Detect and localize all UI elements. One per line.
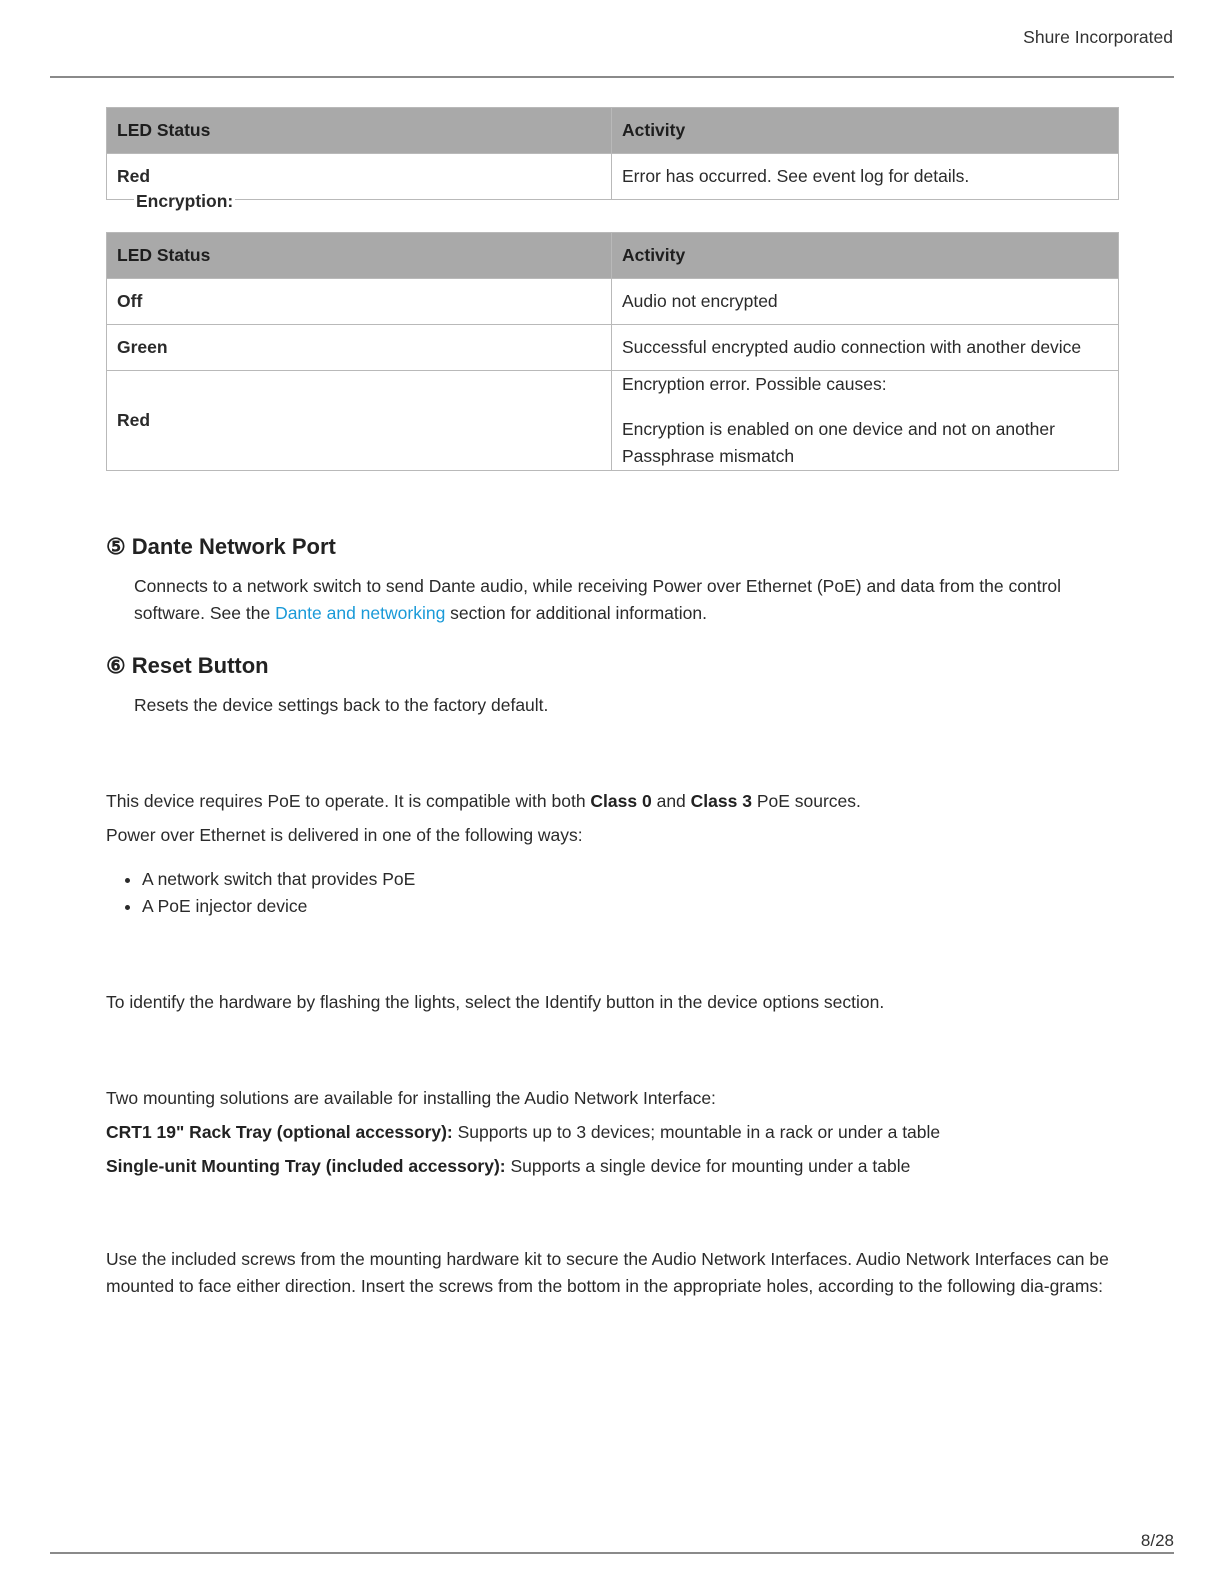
led-status-cell: Red <box>107 154 612 200</box>
activity-line: Encryption is enabled on one device and not on another <box>622 419 1055 439</box>
led-status-cell: Red <box>107 371 612 471</box>
class-0-text: Class 0 <box>590 791 652 811</box>
page-number: 8/28 <box>1140 1531 1174 1550</box>
led-status-cell: Off <box>107 279 612 325</box>
column-header-led-status: LED Status <box>107 233 612 279</box>
text-span: Supports a single device for mounting under a table <box>505 1156 911 1176</box>
activity-line: Passphrase mismatch <box>622 446 795 466</box>
table-row <box>107 325 1119 371</box>
list-item: • A PoE injector device <box>142 893 415 920</box>
mounting-tray-label: Single-unit Mounting Tray (included accessory): <box>106 1156 506 1176</box>
dante-description <box>134 573 1124 627</box>
dante-and-networking-link[interactable]: Dante and networking <box>275 603 446 623</box>
text-span: Connects to a network switch to send Dante audio, while receiving Power over Ethernet (PoE) and data from the control software. See the <box>134 576 1062 623</box>
text-span: Supports up to 3 devices; mountable in a rack or under a table <box>452 1122 941 1142</box>
section-title: Dante Network Port <box>131 534 336 559</box>
led-error-table <box>106 107 1119 200</box>
encryption-label: Encryption: <box>136 191 234 211</box>
activity-line: Encryption error. Possible causes: <box>622 374 887 394</box>
poe-delivery-list <box>106 866 415 920</box>
table-row <box>107 279 1119 325</box>
header-divider <box>50 76 1174 78</box>
section-number: ⑤ <box>106 534 126 559</box>
list-item: • A network switch that provides PoE <box>142 866 415 893</box>
table-row <box>107 154 1119 200</box>
section-number: ⑥ <box>106 653 126 678</box>
activity-cell <box>612 371 1119 471</box>
rack-tray-paragraph <box>106 1119 1126 1146</box>
section-title: Reset Button <box>131 653 269 678</box>
mounting-tray-paragraph <box>106 1153 1126 1180</box>
column-header-activity: Activity <box>612 108 1119 154</box>
class-3-text: Class 3 <box>690 791 752 811</box>
column-header-activity: Activity <box>612 233 1119 279</box>
led-status-cell: Green <box>107 325 612 371</box>
column-header-led-status: LED Status <box>107 108 612 154</box>
table-row <box>107 371 1119 471</box>
text-span: PoE sources. <box>751 791 861 811</box>
reset-button-heading <box>106 653 269 679</box>
reset-description: Resets the device settings back to the factory default. <box>134 695 549 715</box>
poe-delivery-paragraph: Power over Ethernet is delivered in one of the following ways: <box>106 825 583 845</box>
activity-cell: Error has occurred. See event log for details. <box>612 154 1119 200</box>
text-span: and <box>651 791 691 811</box>
poe-requirement-paragraph <box>106 788 1126 815</box>
text-span: section for additional information. <box>445 603 707 623</box>
activity-cell: Audio not encrypted <box>612 279 1119 325</box>
table-header-row <box>107 233 1119 279</box>
dante-network-port-heading <box>106 534 336 560</box>
screws-paragraph: Use the included screws from the mounting hardware kit to secure the Audio Network Interfaces. Audio Network Interfaces can be mounted to face either direction. Insert the screws from the bottom in the appropriate holes, according to the following dia-grams: <box>106 1249 1109 1296</box>
activity-cell: Successful encrypted audio connection with another device <box>612 325 1119 371</box>
rack-tray-label: CRT1 19" Rack Tray (optional accessory): <box>106 1122 453 1142</box>
table-header-row <box>107 108 1119 154</box>
text-span: This device requires PoE to operate. It is compatible with both <box>106 791 591 811</box>
mounting-intro-paragraph: Two mounting solutions are available for installing the Audio Network Interface: <box>106 1088 716 1108</box>
identify-paragraph: To identify the hardware by flashing the lights, select the Identify button in the device options section. <box>106 992 885 1012</box>
led-encryption-table <box>106 232 1119 471</box>
header-company-name: Shure Incorporated <box>1023 27 1173 47</box>
footer-divider <box>50 1552 1174 1554</box>
